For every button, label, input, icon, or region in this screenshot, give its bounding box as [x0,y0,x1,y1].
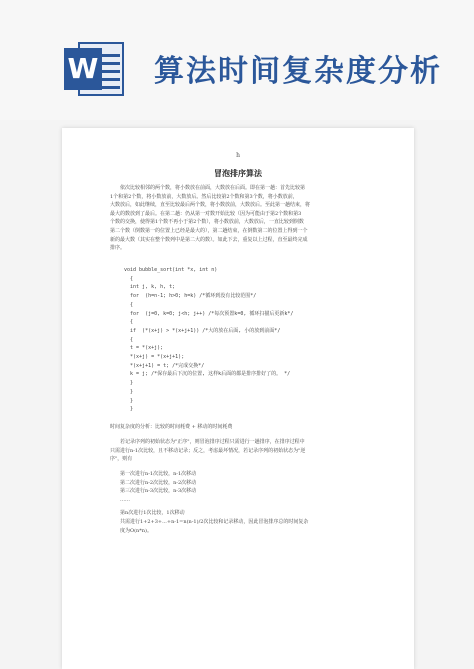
code-line: } [124,397,134,404]
code-line: *(x+j) = *(x+j+1); [124,354,185,361]
code-line: } [124,406,134,413]
intro-line: 最大的数放到了最后。在第二趟：仍从第一对数开始比较（因为可能由于第2个数和第3 [110,210,302,217]
word-document-icon [64,38,126,100]
section-title: 冒泡排序算法 [214,168,262,178]
document-page [62,128,414,669]
header-banner [0,0,474,120]
intro-line: 排序。 [110,245,126,252]
total-line: 共需进行1+2+3+...+n-1=n(n-1)/2次比较和记录移动，因此冒泡排序总的时间复杂 [120,519,309,525]
code-line: { [124,336,134,343]
last-pass-line: 第n次进行1次比较，1次移动 [120,510,185,516]
ellipsis: …… [120,496,130,503]
document-title: 算法时间复杂度分析 [154,54,442,89]
code-line: for (h=n-1; h>0; h=k) /*循环到没有比较范围*/ [124,293,257,300]
pass-list [120,470,384,504]
code-line: { [124,275,134,282]
total-paragraph [110,518,374,535]
intro-line: 新的最大数（其实在整个数列中是第二大的数）。如此下去，重复以上过程，直至最终完成 [110,236,308,243]
analysis-heading: 时间复杂度的分析：比较的时间耗费 + 移动的时间耗费 [110,424,233,430]
code-line: if (*(x+j) > *(x+j+1)) /*大的放在后面, 小的放到前面*/ [124,327,281,334]
code-line: } [124,388,134,395]
code-line: } [124,380,134,387]
analysis-line: 只需进行n-1次比较，且不移动记录；反之，考虑最坏情况，若记录序列的初始状态为"逆 [110,447,306,454]
intro-paragraph [110,184,374,253]
analysis-paragraph [110,438,374,464]
intro-line: 大数放后，如此继续，直至比较最后两个数，将小数放前，大数放后。至此第一趟结束，将 [110,202,311,209]
word-icon-letter: W [64,48,102,90]
intro-line: 依次比较相邻的两个数，将小数放在前面，大数放在后面。即在第一趟：首先比较第 [120,185,306,191]
pass-line: 第三次进行n-3次比较，n-3次移动 [120,488,197,495]
code-block [124,266,374,414]
pass-line: 第一次进行n-1次比较，n-1次移动 [120,471,197,477]
code-line: k = j; /*保存最后下沉的位置, 这样k后面的都是排序排好了的。 */ [124,371,291,378]
analysis-line: 序"，则有 [110,456,133,463]
intro-line: 1个和第2个数，将小数放前，大数放后。然后比较第2个数和第3个数，将小数放前， [110,193,298,200]
intro-line: 第二个数（倒数第一的位置上已经是最大的），第二趟结束，在倒数第二的位置上得到一个 [110,227,308,234]
pass-line: 第二次进行n-2次比较，n-2次移动 [120,479,197,486]
analysis-line: 若记录序列的初始状态为"正序"，则冒泡排序过程只需进行一趟排序，在排序过程中 [120,439,305,445]
code-line: int j, k, h, t; [124,284,176,291]
code-line: { [124,319,134,326]
code-line: t = *(x+j); [124,345,164,352]
code-line: void bubble_sort(int *x, int n) [124,267,218,273]
code-line: { [124,301,134,308]
page-number: h [236,152,240,159]
total-line: 度为O(n*n)。 [120,527,152,534]
code-line: for (j=0, k=0; j<h; j++) /*每次预置k=0, 循环扫描后更新k*/ [124,310,294,317]
code-line: *(x+j+1) = t; /*完成交换*/ [124,362,205,369]
intro-line: 个数的交换，使得第1个数不再小于第2个数），将小数放前，大数放后，一直比较到倒数 [110,219,304,226]
